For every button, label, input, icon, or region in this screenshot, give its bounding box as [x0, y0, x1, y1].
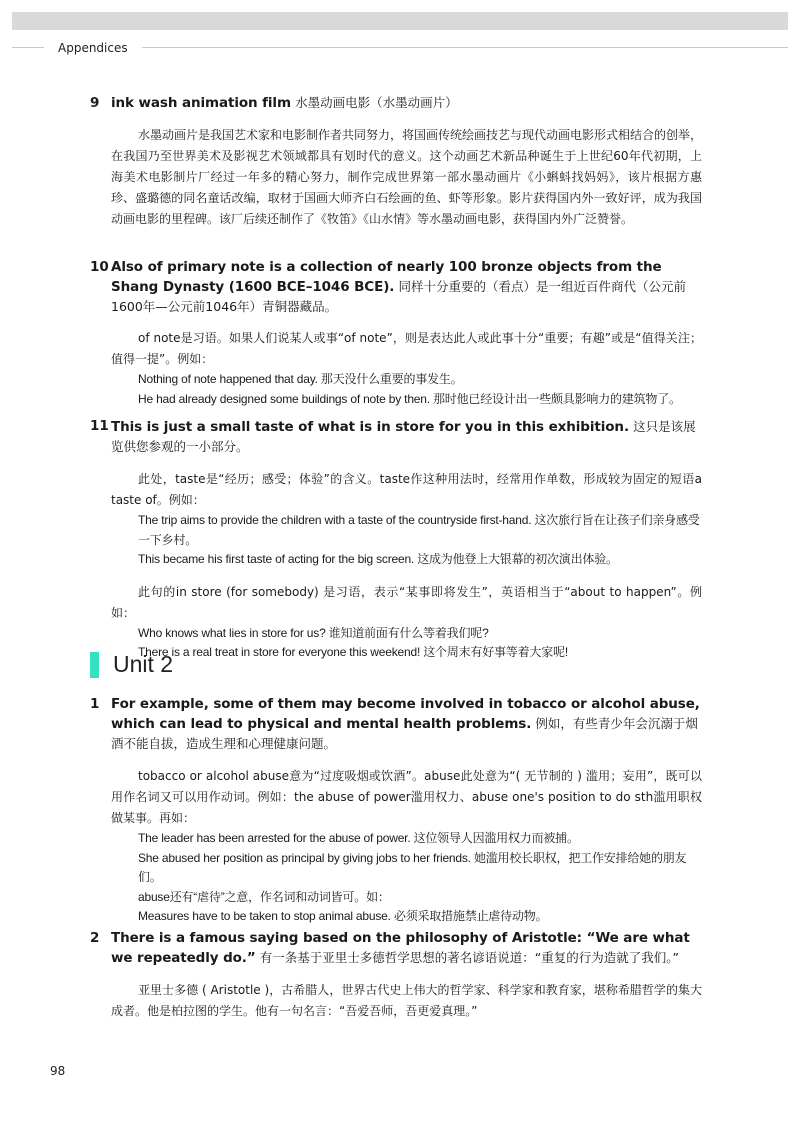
explanation-paragraph: 此句的in store (for somebody) 是习语，表示“某事即将发生”，英语相当于“about to happen”。例如： — [111, 584, 702, 620]
heading-english: This is just a small taste of what is in store for you in this exhibition. — [111, 419, 629, 435]
unit-accent-bar — [90, 652, 99, 678]
example-sentence: Who knows what lies in store for us? 谁知道前面有什么等着我们呢? — [138, 625, 489, 640]
explanation-paragraph: 亚里士多德 ( Aristotle )，古希腊人，世界古代史上伟大的哲学家、科学家和教育家，堪称希腊哲学的集大成者。他是柏拉图的学生。他有一句名言：“吾爱吾师，吾更爱真理。” — [111, 983, 702, 1018]
header-rule — [142, 47, 788, 48]
running-header: Appendices — [58, 41, 128, 55]
heading-english: There is a famous saying based on the philosophy of Aristotle: “We are what we repeatedly do.” — [111, 930, 690, 966]
note-entry-unit2-1 — [90, 695, 702, 927]
page-number: 98 — [50, 1064, 66, 1078]
note-entry-10 — [90, 258, 702, 409]
unit-heading — [90, 651, 173, 678]
entry-number: 2 — [90, 930, 100, 946]
example-sentence: Nothing of note happened that day. 那天没什么重要的事发生。 — [138, 372, 463, 386]
heading-english: Also of primary note is a collection of nearly 100 bronze objects from the Shang Dynasty (1600 BCE–1046 BCE). — [111, 259, 662, 295]
example-sentence: This became his first taste of acting for the big screen. 这成为他登上大银幕的初次演出体验。 — [138, 552, 618, 566]
explanation-paragraph: tobacco or alcohol abuse意为“过度吸烟或饮酒”。abuse此处意为“( 无节制的 ) 滥用；妄用”，既可以用作名词又可以用作动词。例如：the abuse of power滥用权力、abuse one's position to do sth滥用职权做某事。再如： — [111, 769, 702, 825]
example-sentence: There is a real treat in store for everyone this weekend! 这个周末有好事等着大家呢! — [138, 645, 568, 659]
note-entry-unit2-2 — [90, 929, 702, 1022]
entry-heading — [90, 258, 702, 317]
example-sentence: He had already designed some buildings of note by then. 那时他已经设计出一些颇具影响力的建筑物了。 — [138, 391, 681, 406]
entry-number: 10 — [90, 259, 109, 275]
explanation-paragraph: of note是习语。如果人们说某人或事“of note”，则是表达此人或此事十分“重要；有趣”或是“值得关注；值得一提”。例如： — [111, 331, 702, 366]
heading-chinese: 这只是该展览供您参观的一小部分。 — [111, 419, 696, 454]
explanation-paragraph: 此处，taste是“经历；感受；体验”的含义。taste作这种用法时，经常用作单数，形成较为固定的短语a taste of。例如： — [111, 472, 702, 507]
header-rule — [12, 47, 44, 48]
entry-heading — [90, 929, 702, 968]
example-sentence: The trip aims to provide the children with a taste of the countryside first-hand. 这次旅行旨在让孩子们亲身感受一下乡村。 — [138, 513, 700, 547]
example-sentence: The leader has been arrested for the abuse of power. 这位领导人因滥用权力而被捕。 — [138, 831, 579, 845]
heading-chinese: 有一条基于亚里士多德哲学思想的著名谚语说道：“重复的行为造就了我们。” — [259, 950, 679, 965]
entry-number: 1 — [90, 696, 100, 712]
entry-number: 11 — [90, 418, 109, 434]
heading-english: For example, some of them may become involved in tobacco or alcohol abuse, which can lead to physical and mental health problems. — [111, 696, 700, 732]
heading-chinese: 例如，有些青少年会沉溺于烟酒不能自拔，造成生理和心理健康问题。 — [111, 716, 698, 751]
entry-number: 9 — [90, 95, 100, 111]
example-sentence: abuse还有“虐待”之意，作名词和动词皆可。如： — [138, 889, 390, 904]
example-sentence: She abused her position as principal by giving jobs to her friends. 她滥用校长职权，把工作安排给她的朋友们。 — [138, 850, 687, 884]
heading-chinese: 水墨动画电影（水墨动画片） — [295, 95, 458, 110]
example-sentence: Measures have to be taken to stop animal abuse. 必须采取措施禁止虐待动物。 — [138, 909, 548, 923]
heading-chinese: 同样十分重要的（看点）是一组近百件商代（公元前1600年—公元前1046年）青铜器藏品。 — [111, 279, 686, 314]
entry-heading — [90, 695, 702, 754]
note-entry-9 — [90, 94, 702, 230]
heading-english: ink wash animation film — [111, 95, 291, 111]
note-entry-11 — [90, 417, 702, 663]
entry-heading — [90, 94, 702, 113]
entry-heading — [90, 417, 702, 457]
explanation-paragraph: 水墨动画片是我国艺术家和电影制作者共同努力，将国画传统绘画技艺与现代动画电影形式相结合的创举，在我国乃至世界美术及影视艺术领域都具有划时代的意义。这个动画艺术新品种诞生于上世纪60年代初期，上海美术电影制片厂经过一年多的精心努力，制作完成世界第一部水墨动画片《小蝌蚪找妈妈》，该片根据方惠珍、盛璐德的同名童话改编，取材于国画大师齐白石绘画的鱼、虾等形象。影片获得国内外一致好评，成为我国动画电影的里程碑。该厂后续还制作了《牧笛》《山水情》等水墨动画电影，获得国内外广泛赞誉。 — [111, 128, 703, 226]
unit-title: Unit 2 — [113, 651, 174, 677]
top-gray-bar — [12, 12, 788, 30]
